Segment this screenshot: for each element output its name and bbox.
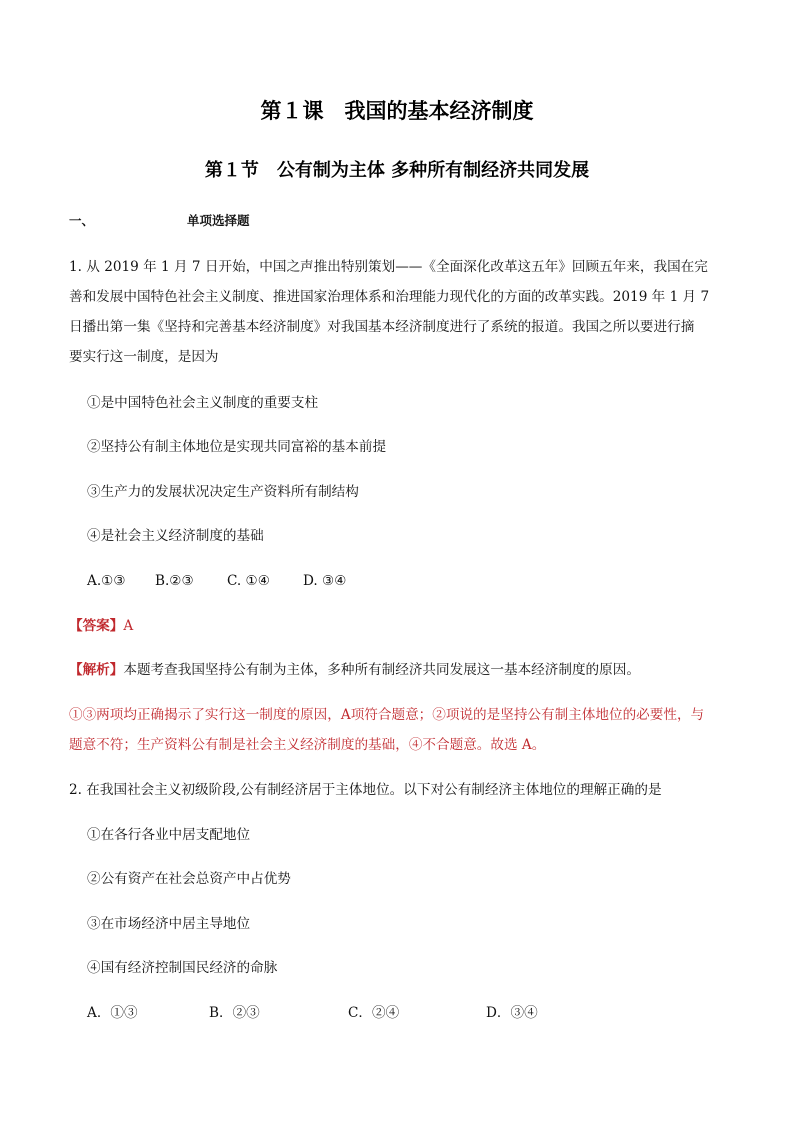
answer-value: A [123,618,134,634]
q2-choice-a: A．①③ [87,1005,138,1021]
q2-option: ③在市场经济中居主导地位 [87,916,251,932]
q2-choice-b: B．②③ [209,1005,260,1021]
q1-analysis-line: ①③两项均正确揭示了实行这一制度的原因，A项符合题意；②项说的是坚持公有制主体地位的必要性，与 [69,707,705,723]
q2-choice-d: D．③④ [486,1005,538,1021]
q1-analysis [69,655,729,685]
lesson-title: 第１课 我国的基本经济制度 [260,98,534,123]
q1-answer [69,611,729,641]
q1-choice-d: D. ③④ [303,573,347,589]
q1-analysis-line: 题意不符；生产资料公有制是社会主义经济制度的基础，④不合题意。故选 A。 [69,737,546,753]
q1-choice-a: A.①③ [87,573,126,589]
q1-option: ①是中国特色社会主义制度的重要支柱 [87,395,319,411]
analysis-text: 本题考查我国坚持公有制为主体，多种所有制经济共同发展这一基本经济制度的原因。 [123,662,640,678]
part-heading [69,206,729,236]
q1-stem-line: 要实行这一制度，是因为 [69,349,219,365]
q1-option: ②坚持公有制主体地位是实现共同富裕的基本前提 [87,439,387,455]
q1-choice-b: B.②③ [155,573,194,589]
answer-label: 【答案】 [69,618,124,634]
q1-stem-line: 善和发展中国特色社会主义制度、推进国家治理体系和治理能力现代化的方面的改革实践。2019 年 1 月 7 [69,289,710,305]
q2-choice-c: C．②④ [348,1005,400,1021]
q1-option: ③生产力的发展状况决定生产资料所有制结构 [87,484,359,500]
part-number: 一、 [69,213,95,228]
q1-stem-line: 1. 从 2019 年 1 月 7 日开始，中国之声推出特别策划——《全面深化改革这五年》回顾五年来，我国在完 [69,259,708,275]
analysis-label: 【解析】 [69,662,124,678]
section-title: 第１节 公有制为主体 多种所有制经济共同发展 [204,160,590,181]
q1-choices [87,566,747,596]
q2-option: ②公有资产在社会总资产中占优势 [87,871,291,887]
q2-option: ④国有经济控制国民经济的命脉 [87,960,278,976]
part-title: 单项选择题 [187,213,250,228]
q2-option: ①在各行各业中居支配地位 [87,827,251,843]
q1-stem-line: 日播出第一集《坚持和完善基本经济制度》对我国基本经济制度进行了系统的报道。我国之所以要进行摘 [69,319,695,335]
q2-stem: 2. 在我国社会主义初级阶段,公有制经济居于主体地位。以下对公有制经济主体地位的理解正确的是 [69,782,662,798]
q1-option: ④是社会主义经济制度的基础 [87,528,264,544]
q1-choice-c: C. ①④ [227,573,270,589]
q2-choices [87,998,747,1028]
